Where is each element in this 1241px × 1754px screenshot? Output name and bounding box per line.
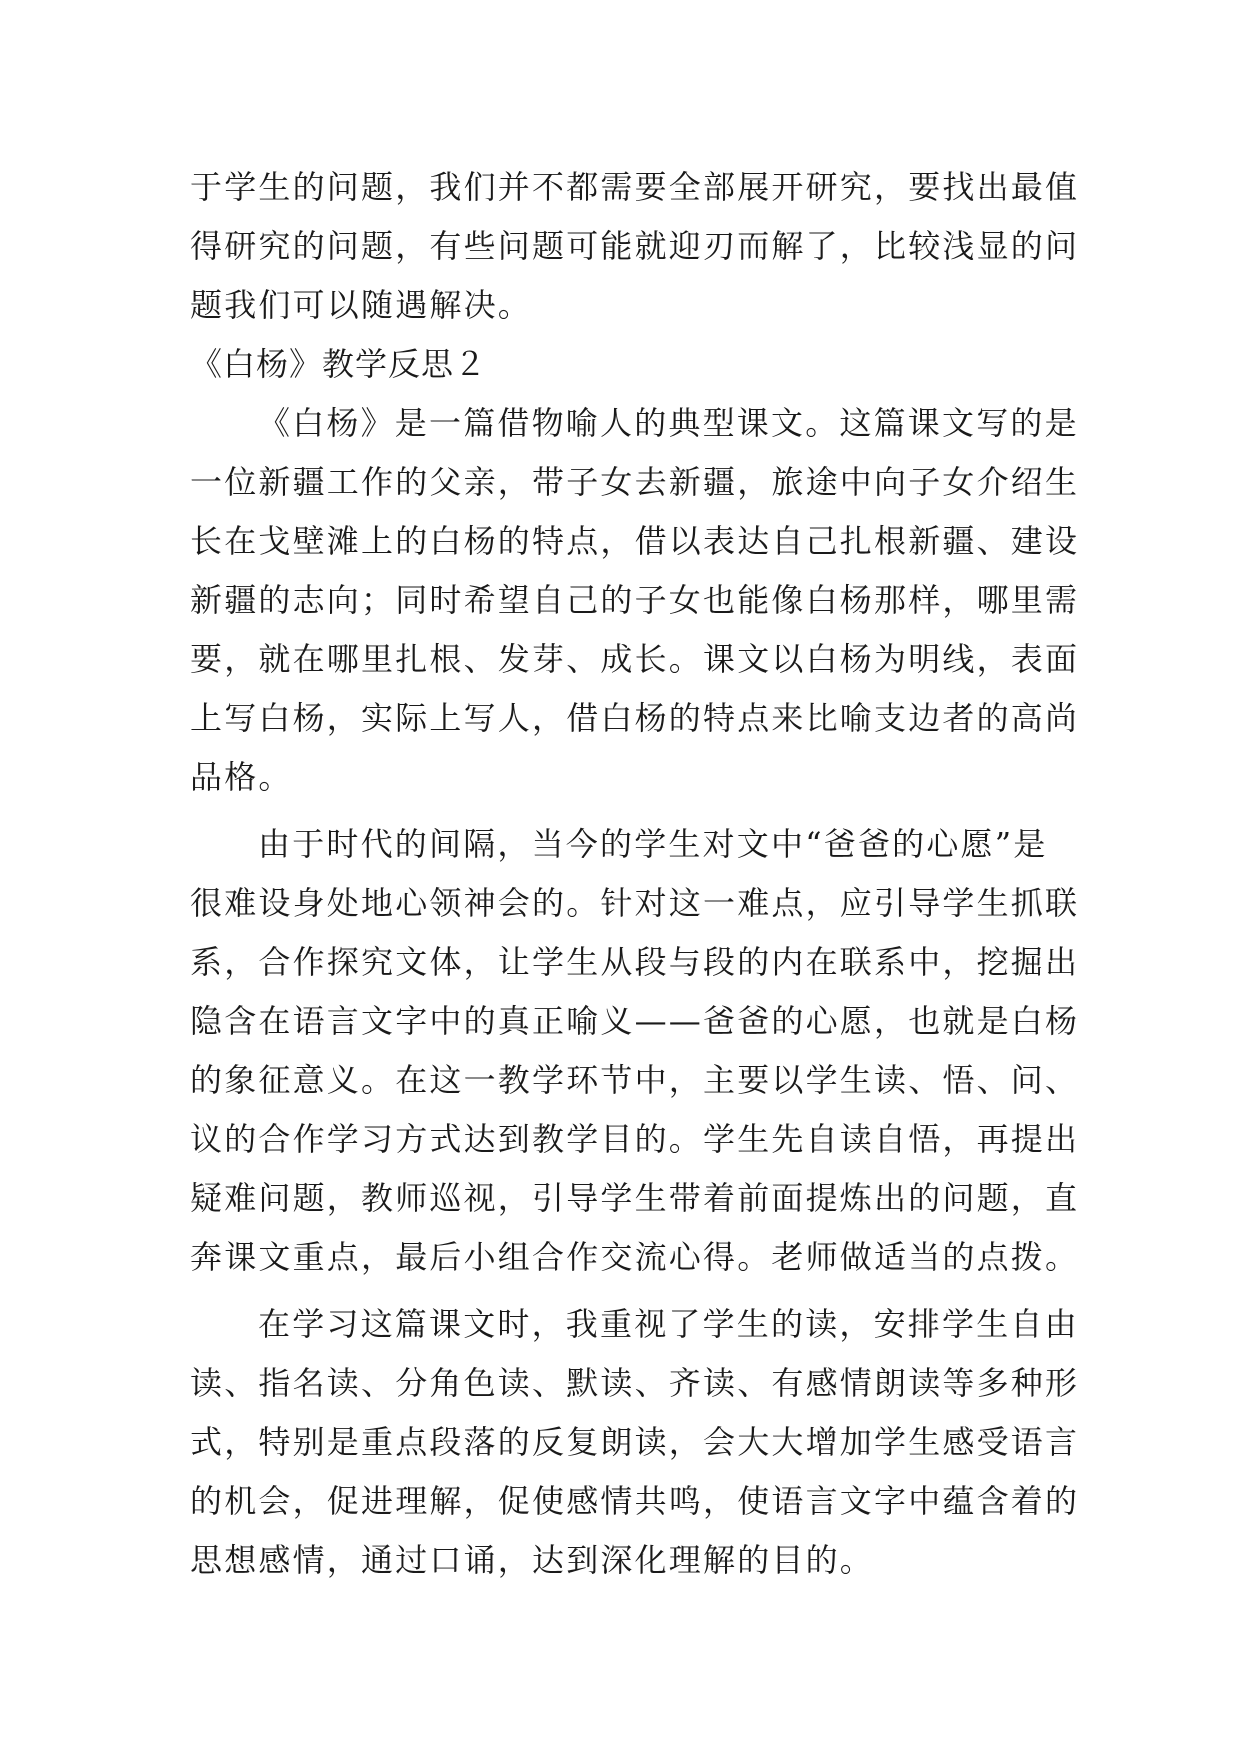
text-line: 隐含在语言文字中的真正喻义——爸爸的心愿，也就是白杨 bbox=[190, 1002, 1080, 1040]
text-line: 《白杨》是一篇借物喻人的典型课文。这篇课文写的是 bbox=[258, 404, 1079, 442]
text-line: 的象征意义。在这一教学环节中，主要以学生读、悟、问、 bbox=[190, 1061, 1080, 1099]
paragraph-3 bbox=[190, 1295, 1080, 1590]
text-line: 一位新疆工作的父亲，带子女去新疆，旅途中向子女介绍生 bbox=[190, 463, 1080, 501]
text-line: 由于时代的间隔，当今的学生对文中“爸爸的心愿”是 bbox=[258, 825, 1048, 863]
text-line: 题我们可以随遇解决。 bbox=[190, 286, 533, 324]
text-line: 长在戈壁滩上的白杨的特点，借以表达自己扎根新疆、建设 bbox=[190, 522, 1080, 560]
paragraph-spacer bbox=[190, 1287, 1070, 1295]
text-line: 奔课文重点，最后小组合作交流心得。老师做适当的点拨。 bbox=[190, 1238, 1080, 1276]
document-body bbox=[190, 158, 1080, 1590]
text-line: 在学习这篇课文时，我重视了学生的读，安排学生自由 bbox=[258, 1305, 1079, 1343]
intro-paragraph bbox=[190, 158, 1080, 335]
paragraph-2 bbox=[190, 815, 1080, 1287]
text-line: 读、指名读、分角色读、默读、齐读、有感情朗读等多种形 bbox=[190, 1364, 1080, 1402]
text-line: 议的合作学习方式达到教学目的。学生先自读自悟，再提出 bbox=[190, 1120, 1080, 1158]
text-line: 的机会，促进理解，促使感情共鸣，使语言文字中蕴含着的 bbox=[190, 1482, 1080, 1520]
section-title: 《白杨》教学反思２ bbox=[190, 345, 488, 383]
text-line: 很难设身处地心领神会的。针对这一难点，应引导学生抓联 bbox=[190, 884, 1080, 922]
text-line: 上写白杨，实际上写人，借白杨的特点来比喻支边者的高尚 bbox=[190, 699, 1080, 737]
text-line: 品格。 bbox=[190, 758, 293, 796]
text-line: 式，特别是重点段落的反复朗读，会大大增加学生感受语言 bbox=[190, 1423, 1080, 1461]
text-line: 得研究的问题，有些问题可能就迎刃而解了，比较浅显的问 bbox=[190, 227, 1080, 265]
paragraph-spacer bbox=[190, 807, 1070, 815]
paragraph-1 bbox=[190, 394, 1080, 807]
text-line: 于学生的问题，我们并不都需要全部展开研究，要找出最值 bbox=[190, 168, 1080, 206]
text-line: 要，就在哪里扎根、发芽、成长。课文以白杨为明线，表面 bbox=[190, 640, 1080, 678]
text-line: 思想感情，通过口诵，达到深化理解的目的。 bbox=[190, 1541, 875, 1579]
text-line: 疑难问题，教师巡视，引导学生带着前面提炼出的问题，直 bbox=[190, 1179, 1080, 1217]
text-line: 新疆的志向；同时希望自己的子女也能像白杨那样，哪里需 bbox=[190, 581, 1080, 619]
text-line: 系，合作探究文体，让学生从段与段的内在联系中，挖掘出 bbox=[190, 943, 1080, 981]
